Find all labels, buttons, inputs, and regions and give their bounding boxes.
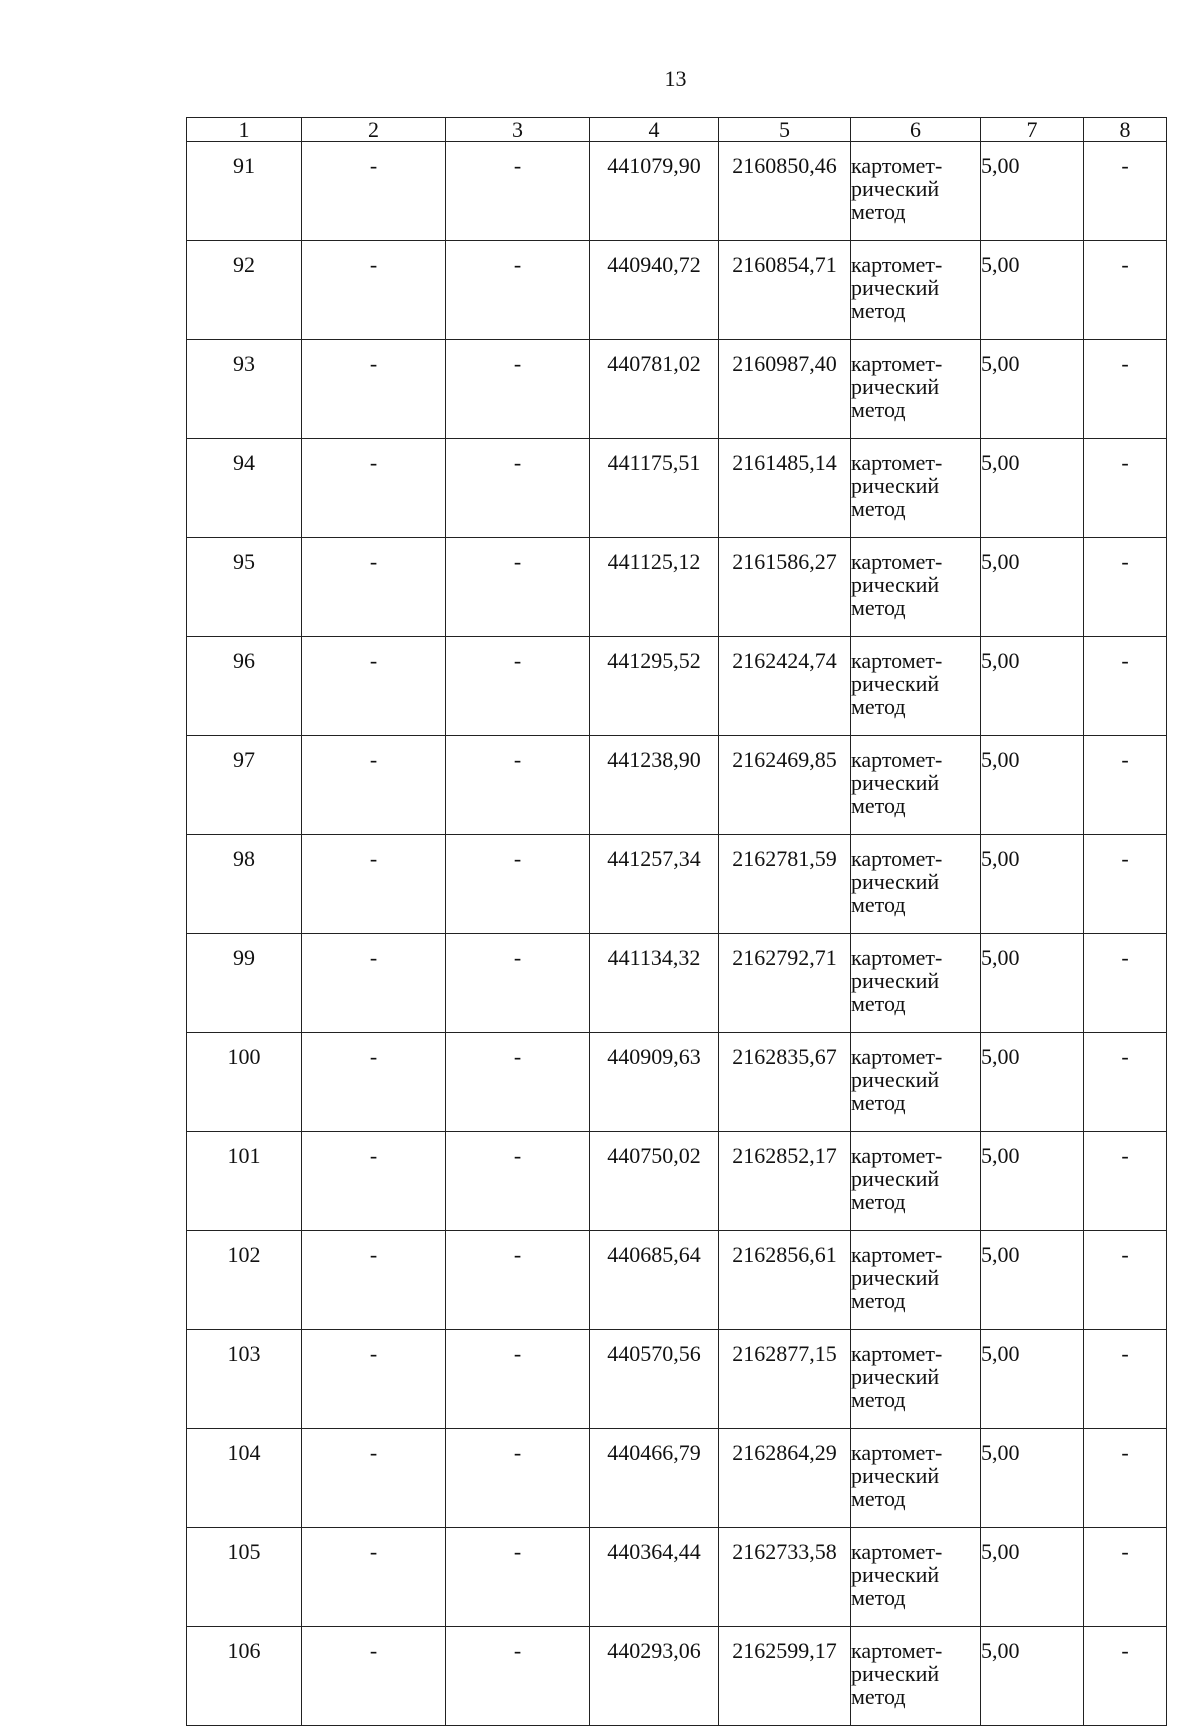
- x-coordinate-cell: 440750,02: [590, 1132, 719, 1231]
- column-8-cell: -: [1084, 1627, 1167, 1726]
- y-coordinate-cell: 2162852,17: [719, 1132, 851, 1231]
- point-number-cell: 101: [187, 1132, 302, 1231]
- column-3-cell: -: [446, 538, 590, 637]
- y-coordinate-cell: 2162835,67: [719, 1033, 851, 1132]
- method-cell: [851, 340, 981, 439]
- method-text: картомет- рический метод: [851, 1638, 943, 1709]
- method-text: картомет- рический метод: [851, 252, 943, 323]
- x-coordinate-cell: 441238,90: [590, 736, 719, 835]
- column-2-cell: -: [302, 340, 446, 439]
- accuracy-cell: 5,00: [981, 934, 1084, 1033]
- point-number-cell: 97: [187, 736, 302, 835]
- column-2-cell: -: [302, 241, 446, 340]
- column-2-cell: -: [302, 1132, 446, 1231]
- x-coordinate-cell: 441134,32: [590, 934, 719, 1033]
- column-8-cell: -: [1084, 736, 1167, 835]
- point-number-cell: 103: [187, 1330, 302, 1429]
- column-3-cell: -: [446, 934, 590, 1033]
- point-number-cell: 91: [187, 142, 302, 241]
- point-number-cell: 93: [187, 340, 302, 439]
- method-cell: [851, 736, 981, 835]
- x-coordinate-cell: 440364,44: [590, 1528, 719, 1627]
- column-2-cell: -: [302, 1429, 446, 1528]
- table-row: [187, 1033, 1167, 1132]
- table-row: [187, 241, 1167, 340]
- accuracy-cell: 5,00: [981, 241, 1084, 340]
- y-coordinate-cell: 2161586,27: [719, 538, 851, 637]
- column-3-cell: -: [446, 1231, 590, 1330]
- accuracy-cell: 5,00: [981, 1231, 1084, 1330]
- accuracy-cell: 5,00: [981, 142, 1084, 241]
- method-cell: [851, 835, 981, 934]
- method-text: картомет- рический метод: [851, 1341, 943, 1412]
- method-text: картомет- рический метод: [851, 351, 943, 422]
- y-coordinate-cell: 2162424,74: [719, 637, 851, 736]
- point-number-cell: 96: [187, 637, 302, 736]
- y-coordinate-cell: 2160850,46: [719, 142, 851, 241]
- method-text: картомет- рический метод: [851, 945, 943, 1016]
- accuracy-cell: 5,00: [981, 1627, 1084, 1726]
- point-number-cell: 100: [187, 1033, 302, 1132]
- method-cell: [851, 1033, 981, 1132]
- column-3-cell: -: [446, 1330, 590, 1429]
- point-number-cell: 104: [187, 1429, 302, 1528]
- column-header-3: 3: [446, 118, 590, 142]
- point-number-cell: 98: [187, 835, 302, 934]
- x-coordinate-cell: 440466,79: [590, 1429, 719, 1528]
- x-coordinate-cell: 440909,63: [590, 1033, 719, 1132]
- method-cell: [851, 142, 981, 241]
- column-8-cell: -: [1084, 637, 1167, 736]
- x-coordinate-cell: 440570,56: [590, 1330, 719, 1429]
- column-header-8: 8: [1084, 118, 1167, 142]
- method-cell: [851, 1627, 981, 1726]
- accuracy-cell: 5,00: [981, 538, 1084, 637]
- table-row: [187, 538, 1167, 637]
- column-2-cell: -: [302, 934, 446, 1033]
- method-text: картомет- рический метод: [851, 846, 943, 917]
- y-coordinate-cell: 2162864,29: [719, 1429, 851, 1528]
- y-coordinate-cell: 2162733,58: [719, 1528, 851, 1627]
- column-header-1: 1: [187, 118, 302, 142]
- y-coordinate-cell: 2162781,59: [719, 835, 851, 934]
- coordinates-table: [186, 117, 1167, 1726]
- method-text: картомет- рический метод: [851, 549, 943, 620]
- column-header-2: 2: [302, 118, 446, 142]
- point-number-cell: 95: [187, 538, 302, 637]
- point-number-cell: 99: [187, 934, 302, 1033]
- column-8-cell: -: [1084, 1231, 1167, 1330]
- accuracy-cell: 5,00: [981, 1132, 1084, 1231]
- point-number-cell: 92: [187, 241, 302, 340]
- column-8-cell: -: [1084, 1528, 1167, 1627]
- accuracy-cell: 5,00: [981, 637, 1084, 736]
- column-2-cell: -: [302, 1528, 446, 1627]
- column-8-cell: -: [1084, 340, 1167, 439]
- method-cell: [851, 1528, 981, 1627]
- column-2-cell: -: [302, 1033, 446, 1132]
- column-2-cell: -: [302, 637, 446, 736]
- table-header-row: [187, 118, 1167, 142]
- column-2-cell: -: [302, 835, 446, 934]
- column-8-cell: -: [1084, 1033, 1167, 1132]
- column-3-cell: -: [446, 1429, 590, 1528]
- x-coordinate-cell: 441079,90: [590, 142, 719, 241]
- method-text: картомет- рический метод: [851, 1143, 943, 1214]
- column-3-cell: -: [446, 241, 590, 340]
- table-row: [187, 1627, 1167, 1726]
- accuracy-cell: 5,00: [981, 835, 1084, 934]
- method-cell: [851, 439, 981, 538]
- accuracy-cell: 5,00: [981, 1429, 1084, 1528]
- method-text: картомет- рический метод: [851, 1440, 943, 1511]
- method-cell: [851, 241, 981, 340]
- x-coordinate-cell: 440781,02: [590, 340, 719, 439]
- method-cell: [851, 1429, 981, 1528]
- column-3-cell: -: [446, 1528, 590, 1627]
- column-3-cell: -: [446, 835, 590, 934]
- column-8-cell: -: [1084, 1330, 1167, 1429]
- table-row: [187, 439, 1167, 538]
- accuracy-cell: 5,00: [981, 1330, 1084, 1429]
- y-coordinate-cell: 2162877,15: [719, 1330, 851, 1429]
- table-row: [187, 1231, 1167, 1330]
- y-coordinate-cell: 2162469,85: [719, 736, 851, 835]
- x-coordinate-cell: 441125,12: [590, 538, 719, 637]
- table-row: [187, 1429, 1167, 1528]
- accuracy-cell: 5,00: [981, 1528, 1084, 1627]
- table-row: [187, 637, 1167, 736]
- column-header-5: 5: [719, 118, 851, 142]
- column-3-cell: -: [446, 1132, 590, 1231]
- column-2-cell: -: [302, 1627, 446, 1726]
- y-coordinate-cell: 2162856,61: [719, 1231, 851, 1330]
- table-row: [187, 934, 1167, 1033]
- table-row: [187, 142, 1167, 241]
- column-8-cell: -: [1084, 835, 1167, 934]
- accuracy-cell: 5,00: [981, 736, 1084, 835]
- method-text: картомет- рический метод: [851, 1242, 943, 1313]
- column-8-cell: -: [1084, 934, 1167, 1033]
- column-2-cell: -: [302, 736, 446, 835]
- column-header-7: 7: [981, 118, 1084, 142]
- y-coordinate-cell: 2161485,14: [719, 439, 851, 538]
- column-2-cell: -: [302, 1330, 446, 1429]
- y-coordinate-cell: 2162792,71: [719, 934, 851, 1033]
- column-3-cell: -: [446, 736, 590, 835]
- point-number-cell: 105: [187, 1528, 302, 1627]
- method-text: картомет- рический метод: [851, 747, 943, 818]
- method-cell: [851, 934, 981, 1033]
- y-coordinate-cell: 2160987,40: [719, 340, 851, 439]
- y-coordinate-cell: 2162599,17: [719, 1627, 851, 1726]
- accuracy-cell: 5,00: [981, 1033, 1084, 1132]
- column-2-cell: -: [302, 1231, 446, 1330]
- method-text: картомет- рический метод: [851, 1539, 943, 1610]
- table-row: [187, 835, 1167, 934]
- table-row: [187, 340, 1167, 439]
- table-row: [187, 736, 1167, 835]
- point-number-cell: 94: [187, 439, 302, 538]
- column-3-cell: -: [446, 637, 590, 736]
- method-cell: [851, 1231, 981, 1330]
- method-text: картомет- рический метод: [851, 450, 943, 521]
- x-coordinate-cell: 440940,72: [590, 241, 719, 340]
- method-text: картомет- рический метод: [851, 1044, 943, 1115]
- column-3-cell: -: [446, 439, 590, 538]
- page-number: 13: [664, 66, 687, 91]
- column-8-cell: -: [1084, 241, 1167, 340]
- table-row: [187, 1330, 1167, 1429]
- column-8-cell: -: [1084, 439, 1167, 538]
- column-8-cell: -: [1084, 538, 1167, 637]
- method-text: картомет- рический метод: [851, 153, 943, 224]
- table-row: [187, 1528, 1167, 1627]
- method-cell: [851, 637, 981, 736]
- column-3-cell: -: [446, 1033, 590, 1132]
- column-8-cell: -: [1084, 1429, 1167, 1528]
- column-8-cell: -: [1084, 1132, 1167, 1231]
- accuracy-cell: 5,00: [981, 439, 1084, 538]
- column-header-4: 4: [590, 118, 719, 142]
- accuracy-cell: 5,00: [981, 340, 1084, 439]
- table-row: [187, 1132, 1167, 1231]
- y-coordinate-cell: 2160854,71: [719, 241, 851, 340]
- method-text: картомет- рический метод: [851, 648, 943, 719]
- point-number-cell: 106: [187, 1627, 302, 1726]
- column-3-cell: -: [446, 142, 590, 241]
- column-2-cell: -: [302, 142, 446, 241]
- x-coordinate-cell: 441257,34: [590, 835, 719, 934]
- table-body: [187, 142, 1167, 1726]
- column-3-cell: -: [446, 1627, 590, 1726]
- x-coordinate-cell: 440293,06: [590, 1627, 719, 1726]
- column-2-cell: -: [302, 538, 446, 637]
- method-cell: [851, 1330, 981, 1429]
- column-8-cell: -: [1084, 142, 1167, 241]
- x-coordinate-cell: 441295,52: [590, 637, 719, 736]
- column-2-cell: -: [302, 439, 446, 538]
- method-cell: [851, 1132, 981, 1231]
- x-coordinate-cell: 440685,64: [590, 1231, 719, 1330]
- column-3-cell: -: [446, 340, 590, 439]
- x-coordinate-cell: 441175,51: [590, 439, 719, 538]
- point-number-cell: 102: [187, 1231, 302, 1330]
- method-cell: [851, 538, 981, 637]
- column-header-6: 6: [851, 118, 981, 142]
